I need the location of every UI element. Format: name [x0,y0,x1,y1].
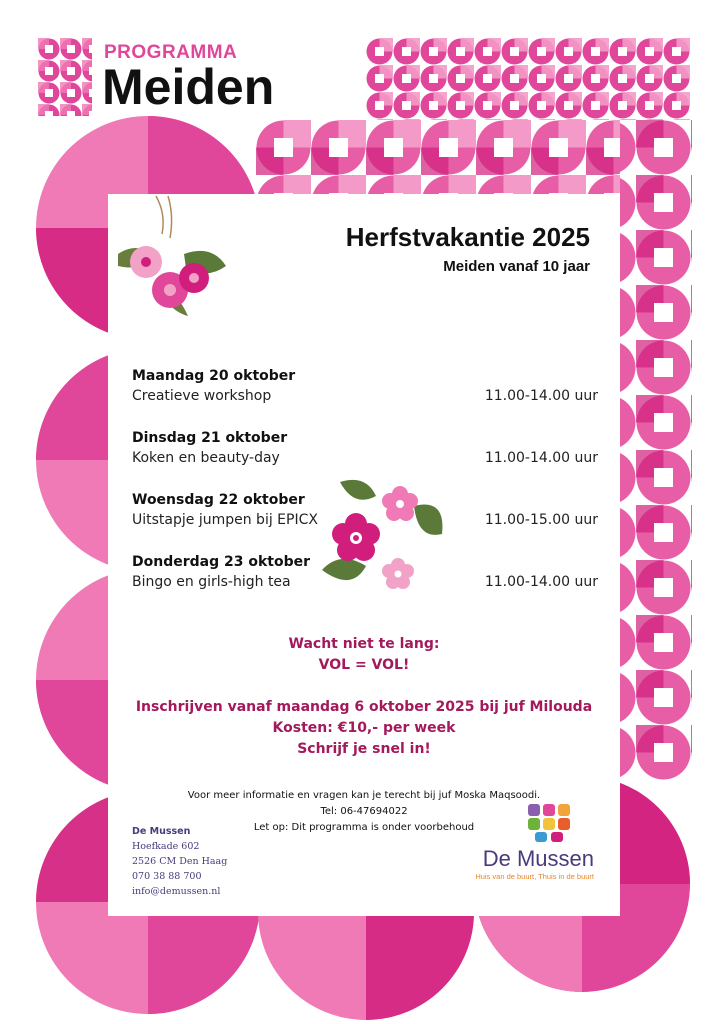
address-name: De Mussen [132,826,191,837]
address-email: info@demussen.nl [132,886,221,897]
program-label: PROGRAMMA [104,42,238,63]
event-subtitle: Meiden vanaf 10 jaar [443,258,590,275]
schedule-day: Dinsdag 21 oktober [132,430,288,446]
signup-cta: Schrijf je snel in! [297,741,431,757]
hanging-flower-ornament [108,194,238,334]
logo-tagline: Huis van de buurt, Thuis in de buurt [475,872,594,881]
address-phone: 070 38 88 700 [132,871,202,882]
event-title: Herfstvakantie 2025 [345,222,590,252]
schedule-activity: Uitstapje jumpen bij EPICX [132,512,318,528]
program-title: Meiden [102,59,275,115]
schedule-day: Maandag 20 oktober [132,368,296,384]
schedule-time: 11.00-15.00 uur [484,512,598,528]
info-line-1: Voor meer informatie en vragen kan je terecht bij juf Moska Maqsoodi. [187,790,541,801]
address-street: Hoefkade 602 [132,841,200,852]
schedule-activity: Bingo en girls-high tea [132,574,291,590]
signup-line-1: Inschrijven vanaf maandag 6 oktober 2025 bij juf Milouda [135,699,593,715]
de-mussen-logo [454,802,594,882]
info-disclaimer: Let op: Dit programma is onder voorbehoud [253,822,475,833]
info-phone: Tel: 06-47694022 [320,806,408,817]
tropical-flowers-illustration [318,474,450,598]
schedule-time: 11.00-14.00 uur [484,574,598,590]
schedule-day: Donderdag 23 oktober [132,554,311,570]
address-city: 2526 CM Den Haag [132,856,228,867]
signup-cost: Kosten: €10,- per week [272,720,456,736]
address-block [132,824,227,899]
de-mussen-logo-mark [526,802,572,844]
schedule-day: Woensdag 22 oktober [132,492,305,508]
schedule-activity: Koken en beauty-day [132,450,280,466]
notice-line-1: Wacht niet te lang: [288,636,440,652]
schedule-time: 11.00-14.00 uur [484,388,598,404]
notice-line-2: VOL = VOL! [318,657,410,673]
schedule-item [132,366,598,428]
flyer-card [108,194,620,916]
logo-name: De Mussen [482,846,594,871]
schedule-activity: Creatieve workshop [132,388,272,404]
schedule-time: 11.00-14.00 uur [484,450,598,466]
